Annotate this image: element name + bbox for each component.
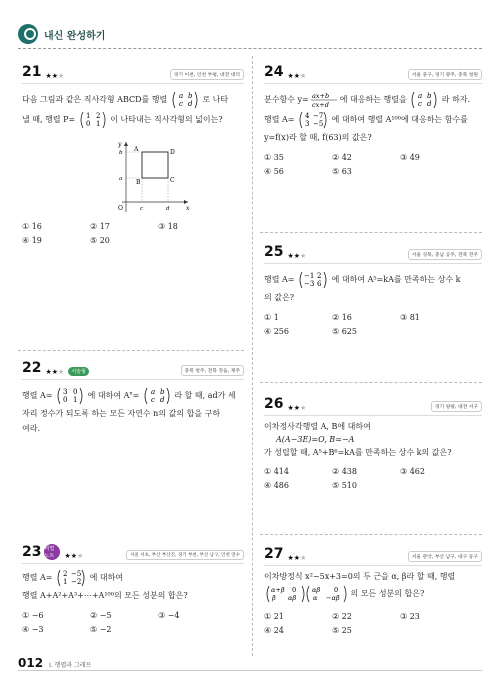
svg-text:a: a [150, 388, 156, 396]
x-axis-label: x [186, 205, 190, 212]
matrix-a [297, 270, 329, 290]
section-header [18, 22, 105, 46]
problem-text: 라 할 때, ad가 세 [174, 391, 236, 400]
svg-text:0: 0 [334, 586, 339, 594]
page-footer [18, 656, 91, 670]
problem-23 [22, 544, 244, 637]
tick-c: c [140, 206, 144, 212]
matrix-product [264, 584, 348, 604]
problem-text: 에 대하여 A⁵=kA를 만족하는 상수 k [331, 275, 461, 284]
problem-source: 경기 양평, 대전 서구 [431, 401, 482, 412]
choice-1[interactable]: ① 414 [264, 467, 289, 476]
problem-text: 로 나타 [202, 95, 229, 104]
chapter-title: Ⅰ. 행렬과 그래프 [49, 662, 92, 669]
svg-text:1: 1 [95, 120, 101, 128]
choice-3[interactable]: ③ −4 [158, 611, 180, 620]
essay-badge: 서술형 [68, 367, 89, 376]
svg-text:b: b [427, 92, 432, 100]
fraction-function [311, 91, 337, 109]
choice-3[interactable]: ③ 18 [158, 222, 178, 231]
svg-text:α: α [313, 594, 318, 602]
svg-text:−5: −5 [313, 120, 324, 128]
choice-4[interactable]: ④ 56 [264, 167, 284, 176]
problem-text: 에 대하여 행렬 A¹⁰⁰에 대응하는 함수를 [331, 115, 468, 124]
svg-text:3: 3 [63, 388, 68, 396]
svg-text:β: β [272, 594, 276, 602]
svg-text:αβ: αβ [288, 594, 297, 602]
svg-text:3: 3 [305, 120, 310, 128]
problem-text: 행렬 A+A²+A³+⋯+A¹⁰⁰의 모든 성분의 합은? [22, 591, 188, 600]
problem-text: 이차방정식 x²−5x+3=0의 두 근을 α, β라 할 때, 행렬 [264, 572, 456, 581]
svg-text:c: c [178, 100, 183, 108]
matrix-abcd [409, 90, 439, 110]
y-axis-label: y [118, 141, 122, 148]
svg-text:1: 1 [85, 112, 91, 120]
row-divider-right-3 [260, 534, 482, 535]
svg-text:b: b [187, 92, 193, 100]
choice-5[interactable]: ⑤ 25 [332, 626, 352, 635]
problem-source: 서울 관악, 부산 남구, 대구 동구 [408, 551, 482, 562]
row-divider-right-2 [260, 382, 482, 383]
header-divider [18, 48, 482, 49]
choice-1[interactable]: ① 35 [264, 153, 284, 162]
difficulty-stars: ★★★ [287, 404, 307, 412]
matrix-abcd [142, 386, 172, 406]
svg-text:a: a [178, 92, 183, 100]
svg-text:−2: −2 [71, 578, 82, 586]
svg-text:a: a [418, 92, 423, 100]
choice-1[interactable]: ① 21 [264, 612, 284, 621]
matrix-abcd [170, 90, 200, 110]
svg-text:6: 6 [317, 280, 322, 288]
choice-2[interactable]: ② −5 [90, 611, 112, 620]
matrix-p [78, 110, 108, 130]
svg-text:d: d [159, 396, 165, 404]
svg-text:1: 1 [63, 578, 68, 586]
choice-4[interactable]: ④ 24 [264, 626, 284, 635]
svg-text:0: 0 [292, 586, 297, 594]
problem-26 [264, 396, 482, 493]
problem-text: y=f(x)라 할 때, f(63)의 값은? [264, 133, 372, 142]
choice-3[interactable]: ③ 81 [400, 313, 420, 322]
problem-text: 의 모든 성분의 합은? [350, 589, 425, 598]
problem-text: 가 성립할 때, A⁵+B⁶=kA를 만족하는 상수 k의 값은? [264, 448, 452, 457]
svg-text:2: 2 [317, 272, 322, 280]
problem-text: 행렬 A= [264, 115, 295, 124]
problem-text: 행렬 A= [264, 275, 295, 284]
difficulty-stars: ★★★ [287, 554, 307, 562]
row-divider-left [18, 350, 244, 351]
problem-number: 25 [264, 244, 284, 260]
choice-4[interactable]: ④ 19 [22, 236, 42, 245]
problem-text: 자리 정수가 되도록 하는 모든 자연수 n의 값의 합을 구하 [22, 409, 221, 418]
problem-source: 서울 중구, 경기 광주, 충북 청원 [408, 69, 482, 80]
point-label-a: A [134, 146, 139, 153]
svg-text:1: 1 [73, 396, 78, 404]
problem-number: 24 [264, 64, 284, 80]
choice-5[interactable]: ⑤ 20 [90, 236, 110, 245]
svg-text:αβ: αβ [312, 586, 321, 594]
problem-text: 분수함수 y= [264, 95, 309, 104]
choice-1[interactable]: ① 16 [22, 222, 42, 231]
svg-text:4: 4 [305, 112, 310, 120]
problem-number: 26 [264, 396, 284, 412]
matrix-a [55, 568, 87, 588]
choice-2[interactable]: ② 17 [90, 222, 110, 231]
problem-21-choices [22, 220, 244, 248]
choice-2[interactable]: ② 16 [332, 313, 352, 322]
choice-5[interactable]: ⑤ 63 [332, 167, 352, 176]
problem-25 [264, 244, 482, 339]
svg-text:2: 2 [63, 570, 68, 578]
difficulty-stars: ★★★ [45, 72, 65, 80]
problem-equation: A(A−3E)=O, B=−A [276, 435, 355, 444]
svg-text:d: d [187, 100, 193, 108]
point-label-b: B [136, 179, 141, 186]
point-label-d: D [170, 149, 175, 156]
problem-text: 에 대응하는 행렬을 [339, 95, 407, 104]
difficulty-stars: ★★★ [45, 368, 65, 376]
problem-source: 서울 성북, 충남 공주, 전북 전주 [408, 249, 482, 260]
svg-text:−5: −5 [71, 570, 82, 578]
svg-text:−3: −3 [304, 280, 315, 288]
column-divider [252, 56, 253, 656]
problem-text: 여라. [22, 424, 40, 433]
problem-source: 서울 서초, 부산 부산진, 경기 부천, 부산 남구, 인천 연수 [126, 550, 244, 560]
svg-text:0: 0 [63, 396, 68, 404]
problem-number: 23 [22, 544, 42, 560]
footer-divider [18, 670, 482, 671]
origin-label: O [118, 205, 123, 212]
problem-22 [22, 360, 244, 436]
choice-3[interactable]: ③ 49 [400, 153, 420, 162]
svg-text:d: d [427, 100, 432, 108]
choice-1[interactable]: ① −6 [22, 611, 44, 620]
rectangle-graph [112, 140, 192, 216]
choice-4[interactable]: ④ 486 [264, 481, 289, 490]
svg-text:ax+b: ax+b [312, 92, 330, 100]
svg-text:−7: −7 [313, 112, 324, 120]
problem-source: 경기 이천, 인천 부평, 대전 대덕 [170, 69, 244, 80]
section-title: 내신 완성하기 [44, 30, 106, 42]
problem-21 [22, 64, 244, 130]
tick-b: b [119, 150, 123, 156]
problem-text: 행렬 A= [22, 391, 53, 400]
svg-text:−1: −1 [304, 272, 315, 280]
svg-text:b: b [159, 388, 165, 396]
problem-text: 라 하자. [441, 95, 471, 104]
choice-3[interactable]: ③ 462 [400, 467, 425, 476]
difficulty-stars: ★★★ [64, 552, 84, 560]
problem-text: = [132, 391, 140, 400]
choice-5[interactable]: ⑤ 510 [332, 481, 357, 490]
svg-text:2: 2 [95, 112, 101, 120]
choice-5[interactable]: ⑤ 625 [332, 327, 357, 336]
problem-text: 의 값은? [264, 293, 295, 302]
tick-d: d [166, 206, 170, 212]
choice-3[interactable]: ③ 23 [400, 612, 420, 621]
problem-source: 충북 청주, 전북 정읍, 제주 [181, 365, 245, 376]
difficulty-stars: ★★★ [287, 72, 307, 80]
choice-4[interactable]: ④ −3 [22, 625, 44, 634]
problem-24 [264, 64, 482, 179]
svg-text:cx+d: cx+d [312, 101, 330, 109]
problem-text: 에 대하여 [89, 573, 124, 582]
point-label-c: C [170, 177, 175, 184]
choice-2[interactable]: ② 438 [332, 467, 357, 476]
exponent: n [129, 390, 133, 397]
svg-text:c: c [150, 396, 155, 404]
section-logo-icon [18, 24, 38, 44]
choice-2[interactable]: ② 22 [332, 612, 352, 621]
svg-text:0: 0 [73, 388, 78, 396]
svg-text:α+β: α+β [271, 586, 285, 594]
problem-text: 다음 그림과 같은 직사각형 ABCD를 행렬 [22, 95, 168, 104]
choice-2[interactable]: ② 42 [332, 153, 352, 162]
svg-text:0: 0 [85, 120, 91, 128]
svg-text:−αβ: −αβ [326, 594, 340, 602]
page-number: 012 [18, 656, 44, 670]
tick-a: a [119, 176, 123, 182]
problem-number: 22 [22, 360, 42, 376]
problem-text: 낼 때, 행렬 P= [22, 115, 76, 124]
difficulty-stars: ★★★ [287, 252, 307, 260]
problem-text: 이차정사각행렬 A, B에 대하여 [264, 422, 371, 431]
matrix-a [297, 110, 329, 130]
problem-text: 이 나타내는 직사각형의 넓이는? [110, 115, 223, 124]
row-divider-right-1 [260, 232, 482, 233]
matrix-a [55, 386, 85, 406]
svg-text:c: c [418, 100, 423, 108]
problem-27 [264, 546, 482, 638]
choice-1[interactable]: ① 1 [264, 313, 279, 322]
problem-text: 에 대하여 A [87, 391, 130, 400]
choice-5[interactable]: ⑤ −2 [90, 625, 112, 634]
problem-number: 27 [264, 546, 284, 562]
choice-4[interactable]: ④ 256 [264, 327, 289, 336]
problem-text: 행렬 A= [22, 573, 53, 582]
problem-number: 21 [22, 64, 42, 80]
tip-note-icon: 비법 노트 [44, 544, 60, 560]
